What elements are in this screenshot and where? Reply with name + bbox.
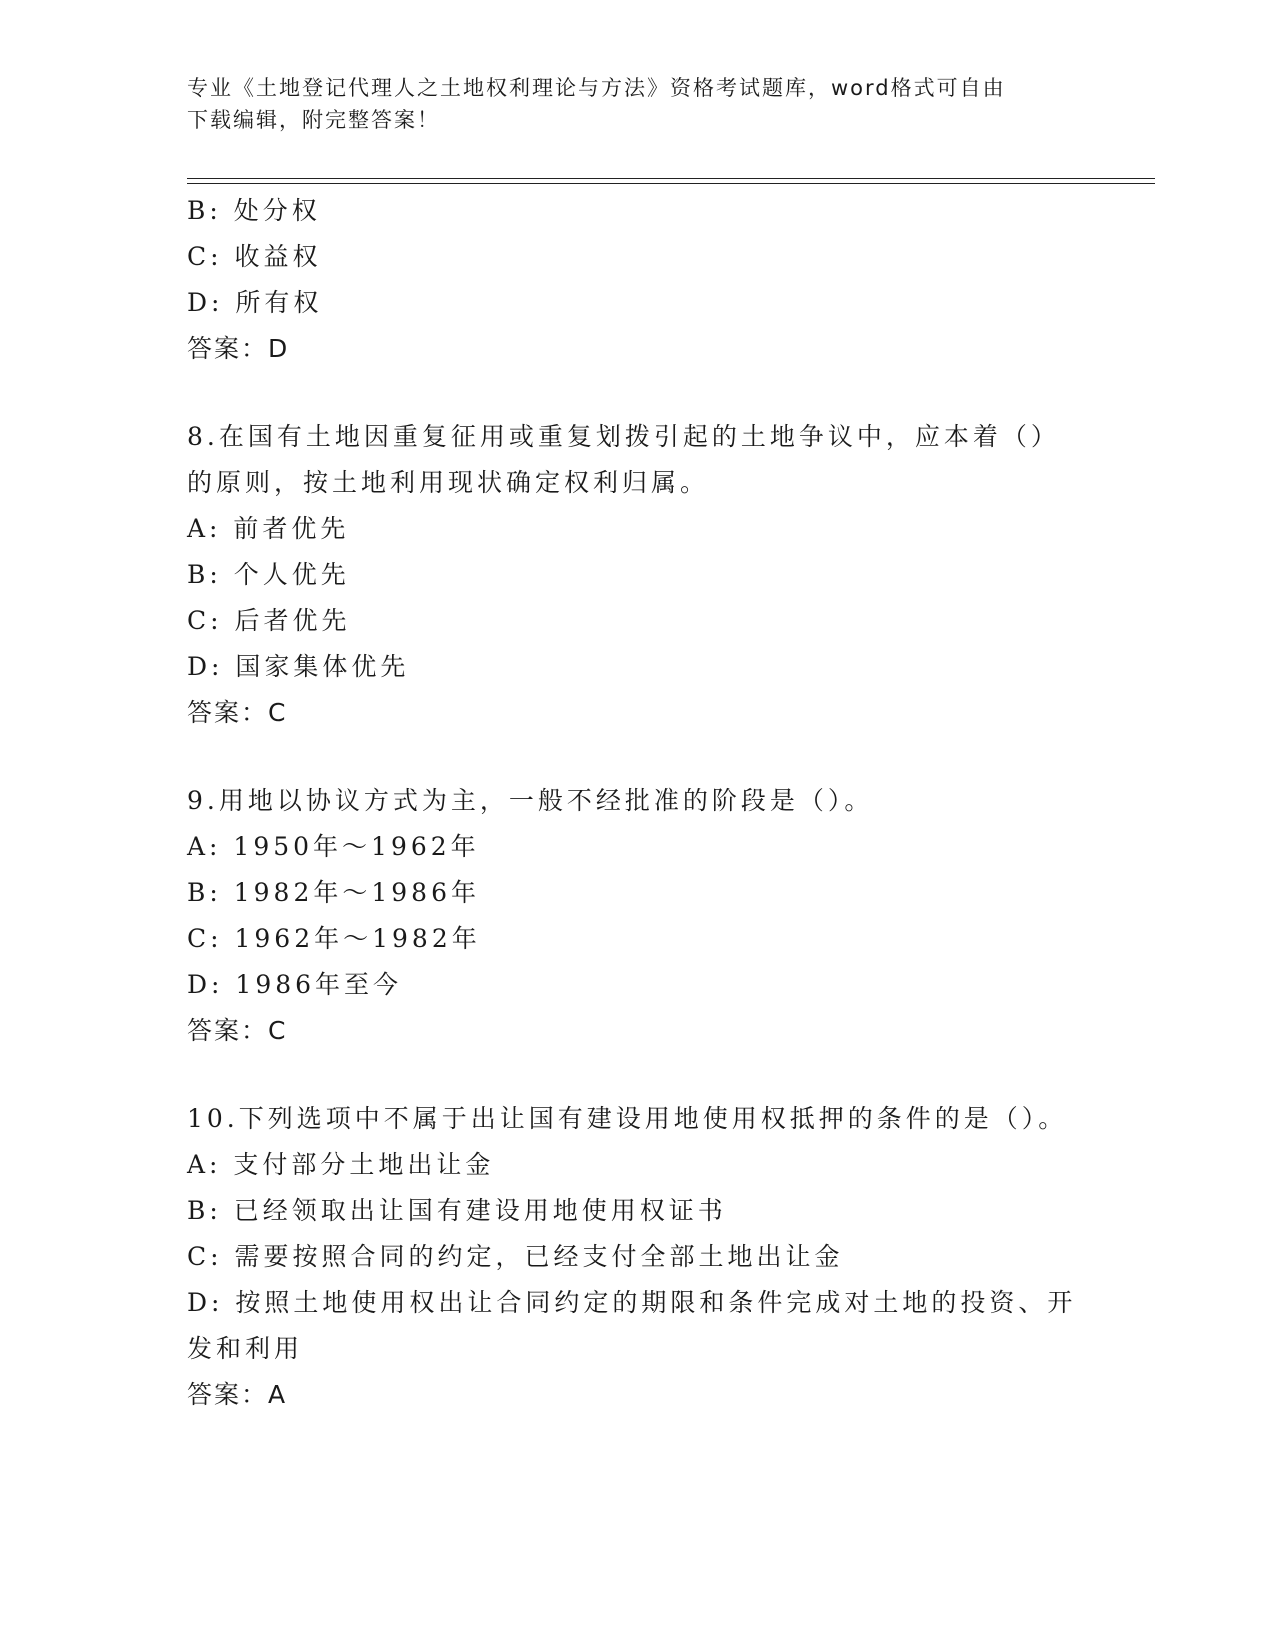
question-10 <box>187 1096 1087 1418</box>
question-content <box>187 188 1087 1418</box>
header-line-1: 专业《土地登记代理人之土地权利理论与方法》资格考试题库，word格式可自由 <box>187 76 1006 100</box>
option-d: D: 按照土地使用权出让合同约定的期限和条件完成对土地的投资、开 <box>187 1288 1077 1317</box>
option-d: D: 1986年至今 <box>187 970 403 999</box>
header-line-2: 下载编辑，附完整答案！ <box>187 108 440 132</box>
option-d: D: 所有权 <box>187 288 323 317</box>
option-c: C: 1962年～1982年 <box>187 924 481 953</box>
answer: 答案：A <box>187 1380 288 1409</box>
spacer <box>187 736 1087 778</box>
question-7-fragment <box>187 188 1087 372</box>
option-d: D: 国家集体优先 <box>187 652 410 681</box>
document-header <box>187 72 1087 136</box>
spacer <box>187 372 1087 414</box>
header-divider-top <box>187 178 1155 179</box>
question-stem: 9.用地以协议方式为主，一般不经批准的阶段是（）。 <box>187 786 874 815</box>
option-c: C: 需要按照合同的约定，已经支付全部土地出让金 <box>187 1242 844 1271</box>
question-stem-continued: 的原则，按土地利用现状确定权利归属。 <box>187 468 710 497</box>
question-8 <box>187 414 1087 736</box>
question-stem: 10.下列选项中不属于出让国有建设用地使用权抵押的条件的是（）。 <box>187 1104 1068 1133</box>
option-b: B: 个人优先 <box>187 560 350 589</box>
option-c: C: 后者优先 <box>187 606 351 635</box>
option-b: B: 已经领取出让国有建设用地使用权证书 <box>187 1196 727 1225</box>
option-b: B: 1982年～1986年 <box>187 878 480 907</box>
spacer <box>187 1054 1087 1096</box>
option-a: A: 前者优先 <box>187 514 350 543</box>
option-a: A: 1950年～1962年 <box>187 832 480 861</box>
question-stem: 8.在国有土地因重复征用或重复划拨引起的土地争议中，应本着（） <box>187 422 1060 451</box>
option-b: B: 处分权 <box>187 196 321 225</box>
answer: 答案：C <box>187 698 288 727</box>
option-d-continued: 发和利用 <box>187 1334 304 1363</box>
question-9 <box>187 778 1087 1054</box>
answer: 答案：C <box>187 1016 288 1045</box>
option-a: A: 支付部分土地出让金 <box>187 1150 495 1179</box>
answer: 答案：D <box>187 334 290 363</box>
option-c: C: 收益权 <box>187 242 322 271</box>
header-divider-bottom <box>187 183 1155 184</box>
